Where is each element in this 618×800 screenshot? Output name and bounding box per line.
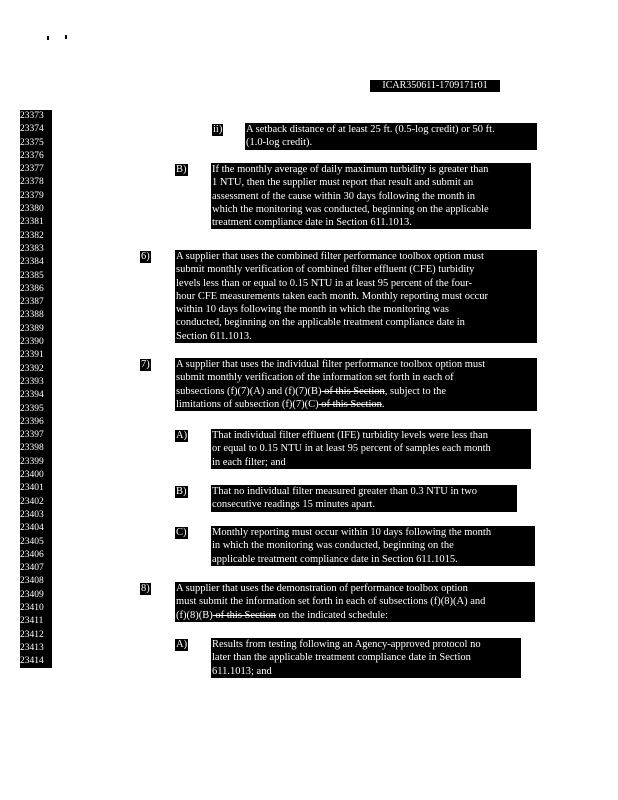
text-line: applicable treatment compliance date in Section 611.1015. <box>212 553 458 565</box>
paragraph-b-turbidity <box>211 163 531 229</box>
text-line <box>175 398 537 411</box>
line-number: 23414 <box>20 656 44 667</box>
text-line: A supplier that uses the combined filter performance toolbox option must <box>176 251 484 262</box>
item-label-7b: B) <box>176 486 187 497</box>
line-number: 23381 <box>20 217 44 228</box>
text-part: , subject to the <box>384 385 447 397</box>
struck-text: of this Section <box>212 609 277 621</box>
line-number: 23408 <box>20 576 44 587</box>
text-line: A setback distance of at least 25 ft. (0.5-log credit) or 50 ft. <box>246 124 495 135</box>
line-number: 23378 <box>20 177 44 188</box>
text-line: (1.0-log credit). <box>246 137 313 149</box>
line-number: 23406 <box>20 549 44 560</box>
line-number: 23402 <box>20 496 44 507</box>
text-line: later than the applicable treatment compliance date in Section <box>212 652 471 664</box>
line-number: 23377 <box>20 164 44 175</box>
line-number: 23375 <box>20 137 44 148</box>
text-line: hour CFE measurements taken each month. Monthly reporting must occur <box>176 290 489 302</box>
text-line: 611.1013; and <box>212 665 272 677</box>
line-number: 23404 <box>20 523 44 534</box>
line-number: 23384 <box>20 257 44 268</box>
text-line: conducted, beginning on the applicable treatment compliance date in <box>176 317 465 329</box>
line-number: 23388 <box>20 310 44 321</box>
paragraph-8a <box>211 638 521 678</box>
line-number: 23409 <box>20 589 44 600</box>
paragraph-7 <box>175 358 537 411</box>
line-number: 23411 <box>20 616 44 627</box>
struck-text: of this Section <box>318 398 382 410</box>
paragraph-8 <box>175 582 535 622</box>
text-line: 1 NTU, then the supplier must report that result and submit an <box>212 177 474 189</box>
line-number: 23386 <box>20 283 44 294</box>
text-line: in which the monitoring was conducted, beginning on the <box>212 540 454 552</box>
line-number: 23398 <box>20 443 44 454</box>
line-number: 23373 <box>20 111 44 121</box>
text-line: submit monthly verification of the information set forth in each of <box>176 372 454 384</box>
paragraph-ii <box>245 123 537 150</box>
paragraph-7a <box>211 429 531 469</box>
scan-mark <box>47 36 49 40</box>
item-label-ii: ii) <box>213 124 223 135</box>
text-line: which the monitoring was conducted, beginning on the applicable <box>212 203 489 215</box>
line-number: 23389 <box>20 323 44 334</box>
text-line: That no individual filter measured greater than 0.3 NTU in two <box>212 486 478 497</box>
line-number: 23376 <box>20 150 44 161</box>
line-number: 23407 <box>20 563 44 574</box>
line-number: 23395 <box>20 403 44 414</box>
line-number: 23380 <box>20 204 44 215</box>
paragraph-6 <box>175 250 537 343</box>
line-number: 23385 <box>20 270 44 281</box>
scan-mark <box>65 35 67 39</box>
text-line: Results from testing following an Agency-approved protocol no <box>212 639 481 650</box>
text-line: or equal to 0.15 NTU in at least 95 percent of samples each month <box>212 443 491 455</box>
text-line: levels less than or equal to 0.15 NTU in at least 95 percent of the four- <box>176 277 473 289</box>
item-label-b: B) <box>176 164 187 175</box>
line-number: 23383 <box>20 243 44 254</box>
text-part: on the indicated schedule: <box>276 609 388 621</box>
line-number: 23393 <box>20 376 44 387</box>
line-number: 23397 <box>20 430 44 441</box>
paragraph-7c <box>211 526 535 566</box>
item-label-8: 8) <box>141 583 150 594</box>
paragraph-7b <box>211 485 517 512</box>
text-part: (f)(8)(B) <box>176 609 213 621</box>
line-number: 23390 <box>20 337 44 348</box>
text-line: treatment compliance date in Section 611.1013. <box>212 217 412 229</box>
text-line: Section 611.1013. <box>176 330 252 342</box>
text-line <box>175 609 535 622</box>
line-number: 23399 <box>20 456 44 467</box>
text-part: limitations of subsection (f)(7)(C) <box>176 398 319 410</box>
line-number: 23394 <box>20 390 44 401</box>
line-number: 23401 <box>20 483 44 494</box>
text-part: . <box>381 398 385 410</box>
text-part: subsections (f)(7)(A) and (f)(7)(B) <box>176 385 322 397</box>
item-label-7c: C) <box>176 527 187 538</box>
line-number: 23396 <box>20 416 44 427</box>
text-line: consecutive readings 15 minutes apart. <box>212 499 375 511</box>
line-number: 23400 <box>20 470 44 481</box>
line-number: 23403 <box>20 509 44 520</box>
text-line: must submit the information set forth in each of subsections (f)(8)(A) and <box>176 596 486 608</box>
text-line: A supplier that uses the individual filter performance toolbox option must <box>176 359 486 370</box>
text-line: If the monthly average of daily maximum turbidity is greater than <box>212 164 489 175</box>
text-line: assessment of the cause within 30 days following the month in <box>212 190 476 202</box>
line-number: 23382 <box>20 230 44 241</box>
text-line: submit monthly verification of combined filter effluent (CFE) turbidity <box>176 264 475 276</box>
line-number-column <box>20 110 52 668</box>
text-line: Monthly reporting must occur within 10 days following the month <box>212 527 492 538</box>
line-number: 23413 <box>20 642 44 653</box>
item-label-8a: A) <box>176 639 188 650</box>
item-label-7: 7) <box>141 359 150 370</box>
text-line <box>175 385 537 398</box>
document-code: ICAR350611-1709171r01 <box>370 80 500 92</box>
text-line: in each filter; and <box>212 456 286 468</box>
line-number: 23405 <box>20 536 44 547</box>
text-line: That individual filter effluent (IFE) turbidity levels were less than <box>212 430 488 441</box>
line-number: 23374 <box>20 124 44 135</box>
line-number: 23379 <box>20 190 44 201</box>
struck-text: of this Section <box>321 385 385 397</box>
item-label-7a: A) <box>176 430 188 441</box>
line-number: 23412 <box>20 629 44 640</box>
line-number: 23387 <box>20 297 44 308</box>
text-line: A supplier that uses the demonstration of performance toolbox option <box>176 583 468 594</box>
line-number: 23392 <box>20 363 44 374</box>
text-line: within 10 days following the month in which the monitoring was <box>176 304 449 316</box>
line-number: 23410 <box>20 602 44 613</box>
line-number: 23391 <box>20 350 44 361</box>
item-label-6: 6) <box>141 251 150 262</box>
